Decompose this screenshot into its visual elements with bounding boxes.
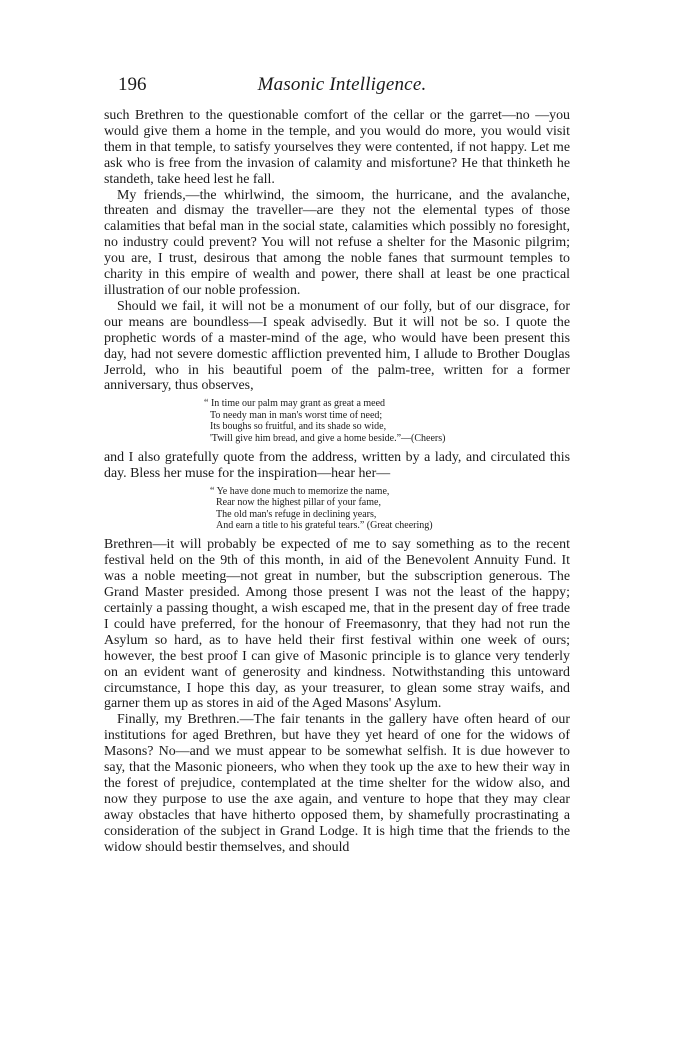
paragraph-finally: Finally, my Brethren.—The fair tenants in the gallery have often heard of our institutions for aged Brethren, but have they yet heard of one for the widows of Masons? No—and we must appear to be somewhat selfish. It is due however to say, that the Masonic pioneers, who when they took up the axe to hew their way in the forest of prejudice, contemplated at the time shelter for the widow also, and now they purpose to use the axe again, and venture to hope that they may clear away obstacles that have hitherto opposed them, by shamefully procrastinating a consideration of the subject in Grand Lodge. It is high time that the friends to the widow should bestir themselves, and should — [104, 712, 570, 855]
verse-line: Its boughs so fruitful, and its shade so wide, — [210, 421, 387, 433]
verse-line: Rear now the highest pillar of your fame, — [216, 497, 381, 509]
page-body — [104, 108, 570, 856]
verse-quote-address — [104, 486, 570, 532]
verse-line: 'Twill give him bread, and give a home beside.”—(Cheers) — [210, 432, 446, 444]
paragraph-should-we-fail: Should we fail, it will not be a monument of our folly, but of our disgrace, for our means are boundless—I speak advisedly. But it will not be so. I quote the prophetic words of a master-mind of the age, who would have been present this day, had not severe domestic affliction prevented him, I allude to Brother Douglas Jerrold, who in his beautiful poem of the palm-tree, written for a former anniversary, thus observes, — [104, 298, 570, 394]
page-number: 196 — [118, 74, 147, 95]
verse-line: The old man's refuge in declining years, — [216, 508, 377, 520]
paragraph-continued: such Brethren to the questionable comfort of the cellar or the garret—no —you would give them a home in the temple, and you would do more, you would visit them in that temple, to satisfy yourselves they were contented, if not happy. Let me ask who is free from the invasion of calamity and misfortune? He that thinketh he standeth, take heed lest he fall. — [104, 108, 570, 187]
verse-line: “ In time our palm may grant as great a meed — [204, 398, 386, 410]
paragraph-festival: Brethren—it will probably be expected of me to say something as to the recent festival held on the 9th of this month, in aid of the Benevolent Annuity Fund. It was a noble meeting—not great in number, but the subscription generous. The Grand Master presided. Among those present I was not the least of the happy; certainly a passing thought, a wish escaped me, that in the present day of free trade I could have preferred, for the honour of Freemasonry, that they had not run the Asylum so hard, as to have held their first festival within one week of ours; however, the best proof I can give of Masonic principle is to glance very tenderly on an evident want of generosity and kindness. Notwithstanding this untoward circumstance, I hope this day, as your treasurer, to glean some stray waifs, and garner them up as stores in aid of the Aged Masons' Asylum. — [104, 537, 570, 712]
verse-line: “ Ye have done much to memorize the name, — [210, 485, 390, 497]
running-title: Masonic Intelligence. — [257, 74, 427, 95]
verse-quote-jerrold — [104, 398, 570, 444]
paragraph-address-quote: and I also gratefully quote from the address, written by a lady, and circulated this day. Bless her muse for the inspiration—hear her— — [104, 449, 570, 481]
verse-line: To needy man in man's worst time of need; — [210, 409, 383, 421]
paragraph-whirlwind: My friends,—the whirlwind, the simoom, the hurricane, and the avalanche, threaten and dismay the traveller—are they not the elemental types of those calamities that befal man in the social state, calamities which possibly no foresight, no industry could prevent? You will not refuse a shelter for the Masonic pilgrim; you are, I trust, desirous that among the noble fanes that surmount temples to charity in this empire of wealth and power, there shall at least be one practical illustration of our noble profession. — [104, 187, 570, 298]
page-header — [118, 74, 566, 100]
verse-line: And earn a title to his grateful tears.” (Great cheering) — [216, 519, 433, 531]
